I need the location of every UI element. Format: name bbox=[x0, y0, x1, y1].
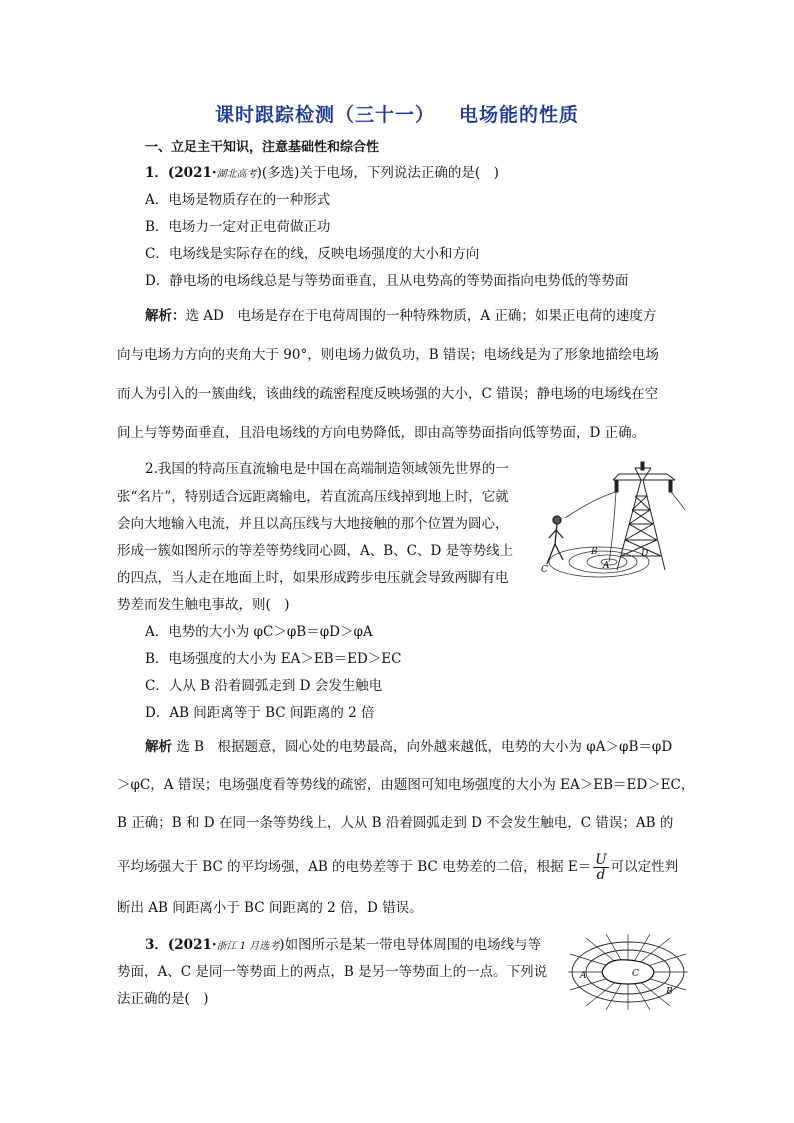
q1-analysis-line-4: 间上与等势面垂直，且沿电场线的方向电势降低，即由高等势面指向低等势面，D 正确。 bbox=[117, 425, 646, 441]
fraction-denominator: d bbox=[596, 867, 606, 883]
high-voltage-line bbox=[565, 492, 616, 518]
q2-analysis-line-1 bbox=[145, 737, 672, 757]
q1-analysis-line-1 bbox=[145, 306, 656, 326]
q2-analysis-text-4: 平均场强大于 BC 的平均场强，AB 的电势差等于 BC 电势差的二倍，根据 E＝ bbox=[117, 859, 592, 875]
q2-analysis-text-1: 选 B 根据题意，圆心处的电势最高，向外越来越低，电势的大小为 φA＞φB＝φD bbox=[176, 739, 673, 755]
q2-option-c: C．人从 B 沿着圆弧走到 D 会发生触电 bbox=[145, 678, 383, 694]
fig3-label-b: B bbox=[666, 987, 673, 997]
q1-source: 湖北高考 bbox=[216, 169, 257, 180]
charged-conductor bbox=[602, 960, 654, 984]
q1-option-a: A．电场是物质存在的一种形式 bbox=[145, 192, 331, 208]
fig2-label-d: D bbox=[641, 549, 649, 559]
q2-figure bbox=[535, 458, 685, 580]
q3-stem-line-2: 势面，A、C 是同一等势面上的两点，B 是另一等势面上的一点。下列说 bbox=[117, 964, 548, 980]
q2-analysis-line-3: B 正确；B 和 D 在同一条等势线上，人从 B 沿着圆弧走到 D 不会发生触电，C 错误；AB 的 bbox=[117, 815, 674, 831]
q2-stem-line-3: 会向大地输入电流，并且以高压线与大地接触的那个位置为圆心， bbox=[117, 516, 509, 532]
q2-analysis-line-4 bbox=[117, 853, 678, 882]
q3-stem-line-3: 法正确的是( ) bbox=[117, 991, 209, 1007]
fig2-label-a: A bbox=[603, 561, 610, 571]
q2-analysis-text-4b: 可以定性判 bbox=[610, 859, 679, 875]
q3-source: 浙江 1 月选考 bbox=[216, 941, 280, 952]
fig2-label-b: B bbox=[591, 547, 598, 557]
person-icon bbox=[547, 516, 563, 564]
q1-stem bbox=[145, 163, 499, 185]
q1-analysis-text-1: 选 AD 电场是存在于电荷周围的一种特殊物质，A 正确；如果正电荷的速度方 bbox=[185, 308, 657, 324]
q2-stem-line-5: 的四点，当人走在地面上时，如果形成跨步电压就会导致两脚有电 bbox=[117, 570, 509, 586]
title-main: 课时跟踪检测（三十一） bbox=[214, 104, 435, 126]
q1-stem-prefix: 1．(2021· bbox=[145, 165, 217, 181]
q2-analysis-label: 解析 bbox=[145, 739, 172, 755]
q1-stem-suffix: )(多选)关于电场，下列说法正确的是( ) bbox=[256, 165, 499, 181]
q2-option-a: A．电势的大小为 φC＞φB＝φD＞φA bbox=[145, 624, 373, 640]
q2-stem-line-6: 势差而发生触电事故，则( ) bbox=[117, 597, 290, 613]
q1-analysis-label: 解析： bbox=[145, 308, 186, 324]
fraction-numerator: U bbox=[595, 852, 607, 868]
q1-option-d: D．静电场的电场线总是与等势面垂直，且从电势高的等势面指向电势低的等势面 bbox=[145, 273, 629, 289]
fig3-label-c: C bbox=[632, 969, 639, 979]
fig2-label-c: C bbox=[541, 565, 548, 575]
q2-stem-line-4: 形成一簇如图所示的等差等势线同心圆，A、B、C、D 是等势线上 bbox=[117, 543, 514, 559]
formula-fraction bbox=[593, 853, 608, 882]
q2-stem-line-2: 张“名片”，特别适合远距离输电，若直流高压线掉到地上时，它就 bbox=[117, 489, 509, 505]
q3-stem-prefix: 3．(2021· bbox=[145, 937, 217, 953]
q2-stem-line-1: 2.我国的特高压直流输电是中国在高端制造领域领先世界的一 bbox=[145, 461, 509, 477]
insulator-icon bbox=[615, 462, 672, 492]
q2-analysis-line-5: 断出 AB 间距离小于 BC 间距离的 2 倍，D 错误。 bbox=[117, 900, 423, 916]
q3-stem-text-1: )如图所示是某一带电导体周围的电场线与等 bbox=[279, 937, 542, 953]
q1-analysis-line-2: 向与电场力方向的夹角大于 90°，则电场力做负功，B 错误；电场线是为了形象地描绘电场 bbox=[117, 347, 659, 363]
q2-option-d: D．AB 间距离等于 BC 间距离的 2 倍 bbox=[145, 705, 375, 721]
q1-analysis-line-3: 而人为引入的一簇曲线，该曲线的疏密程度反映场强的大小，C 错误；静电场的电场线在空 bbox=[117, 386, 659, 402]
title-sub: 电场能的性质 bbox=[459, 104, 580, 126]
q1-option-c: C．电场线是实际存在的线，反映电场强度的大小和方向 bbox=[145, 246, 480, 262]
q1-option-b: B．电场力一定对正电荷做正功 bbox=[145, 219, 331, 235]
q3-figure bbox=[566, 932, 690, 1012]
page-title bbox=[0, 100, 794, 127]
q3-stem-line-1 bbox=[145, 935, 541, 957]
q2-option-b: B．电场强度的大小为 EA＞EB＝ED＞EC bbox=[145, 651, 402, 667]
equipotential-circles bbox=[549, 547, 649, 577]
fig3-label-a: A bbox=[580, 971, 587, 981]
section-heading: 一、立足主干知识，注意基础性和综合性 bbox=[145, 140, 380, 155]
q2-analysis-line-2: ＞φC，A 错误；电场强度看等势线的疏密，由题图可知电场强度的大小为 EA＞EB＝ED＞EC， bbox=[117, 777, 695, 793]
